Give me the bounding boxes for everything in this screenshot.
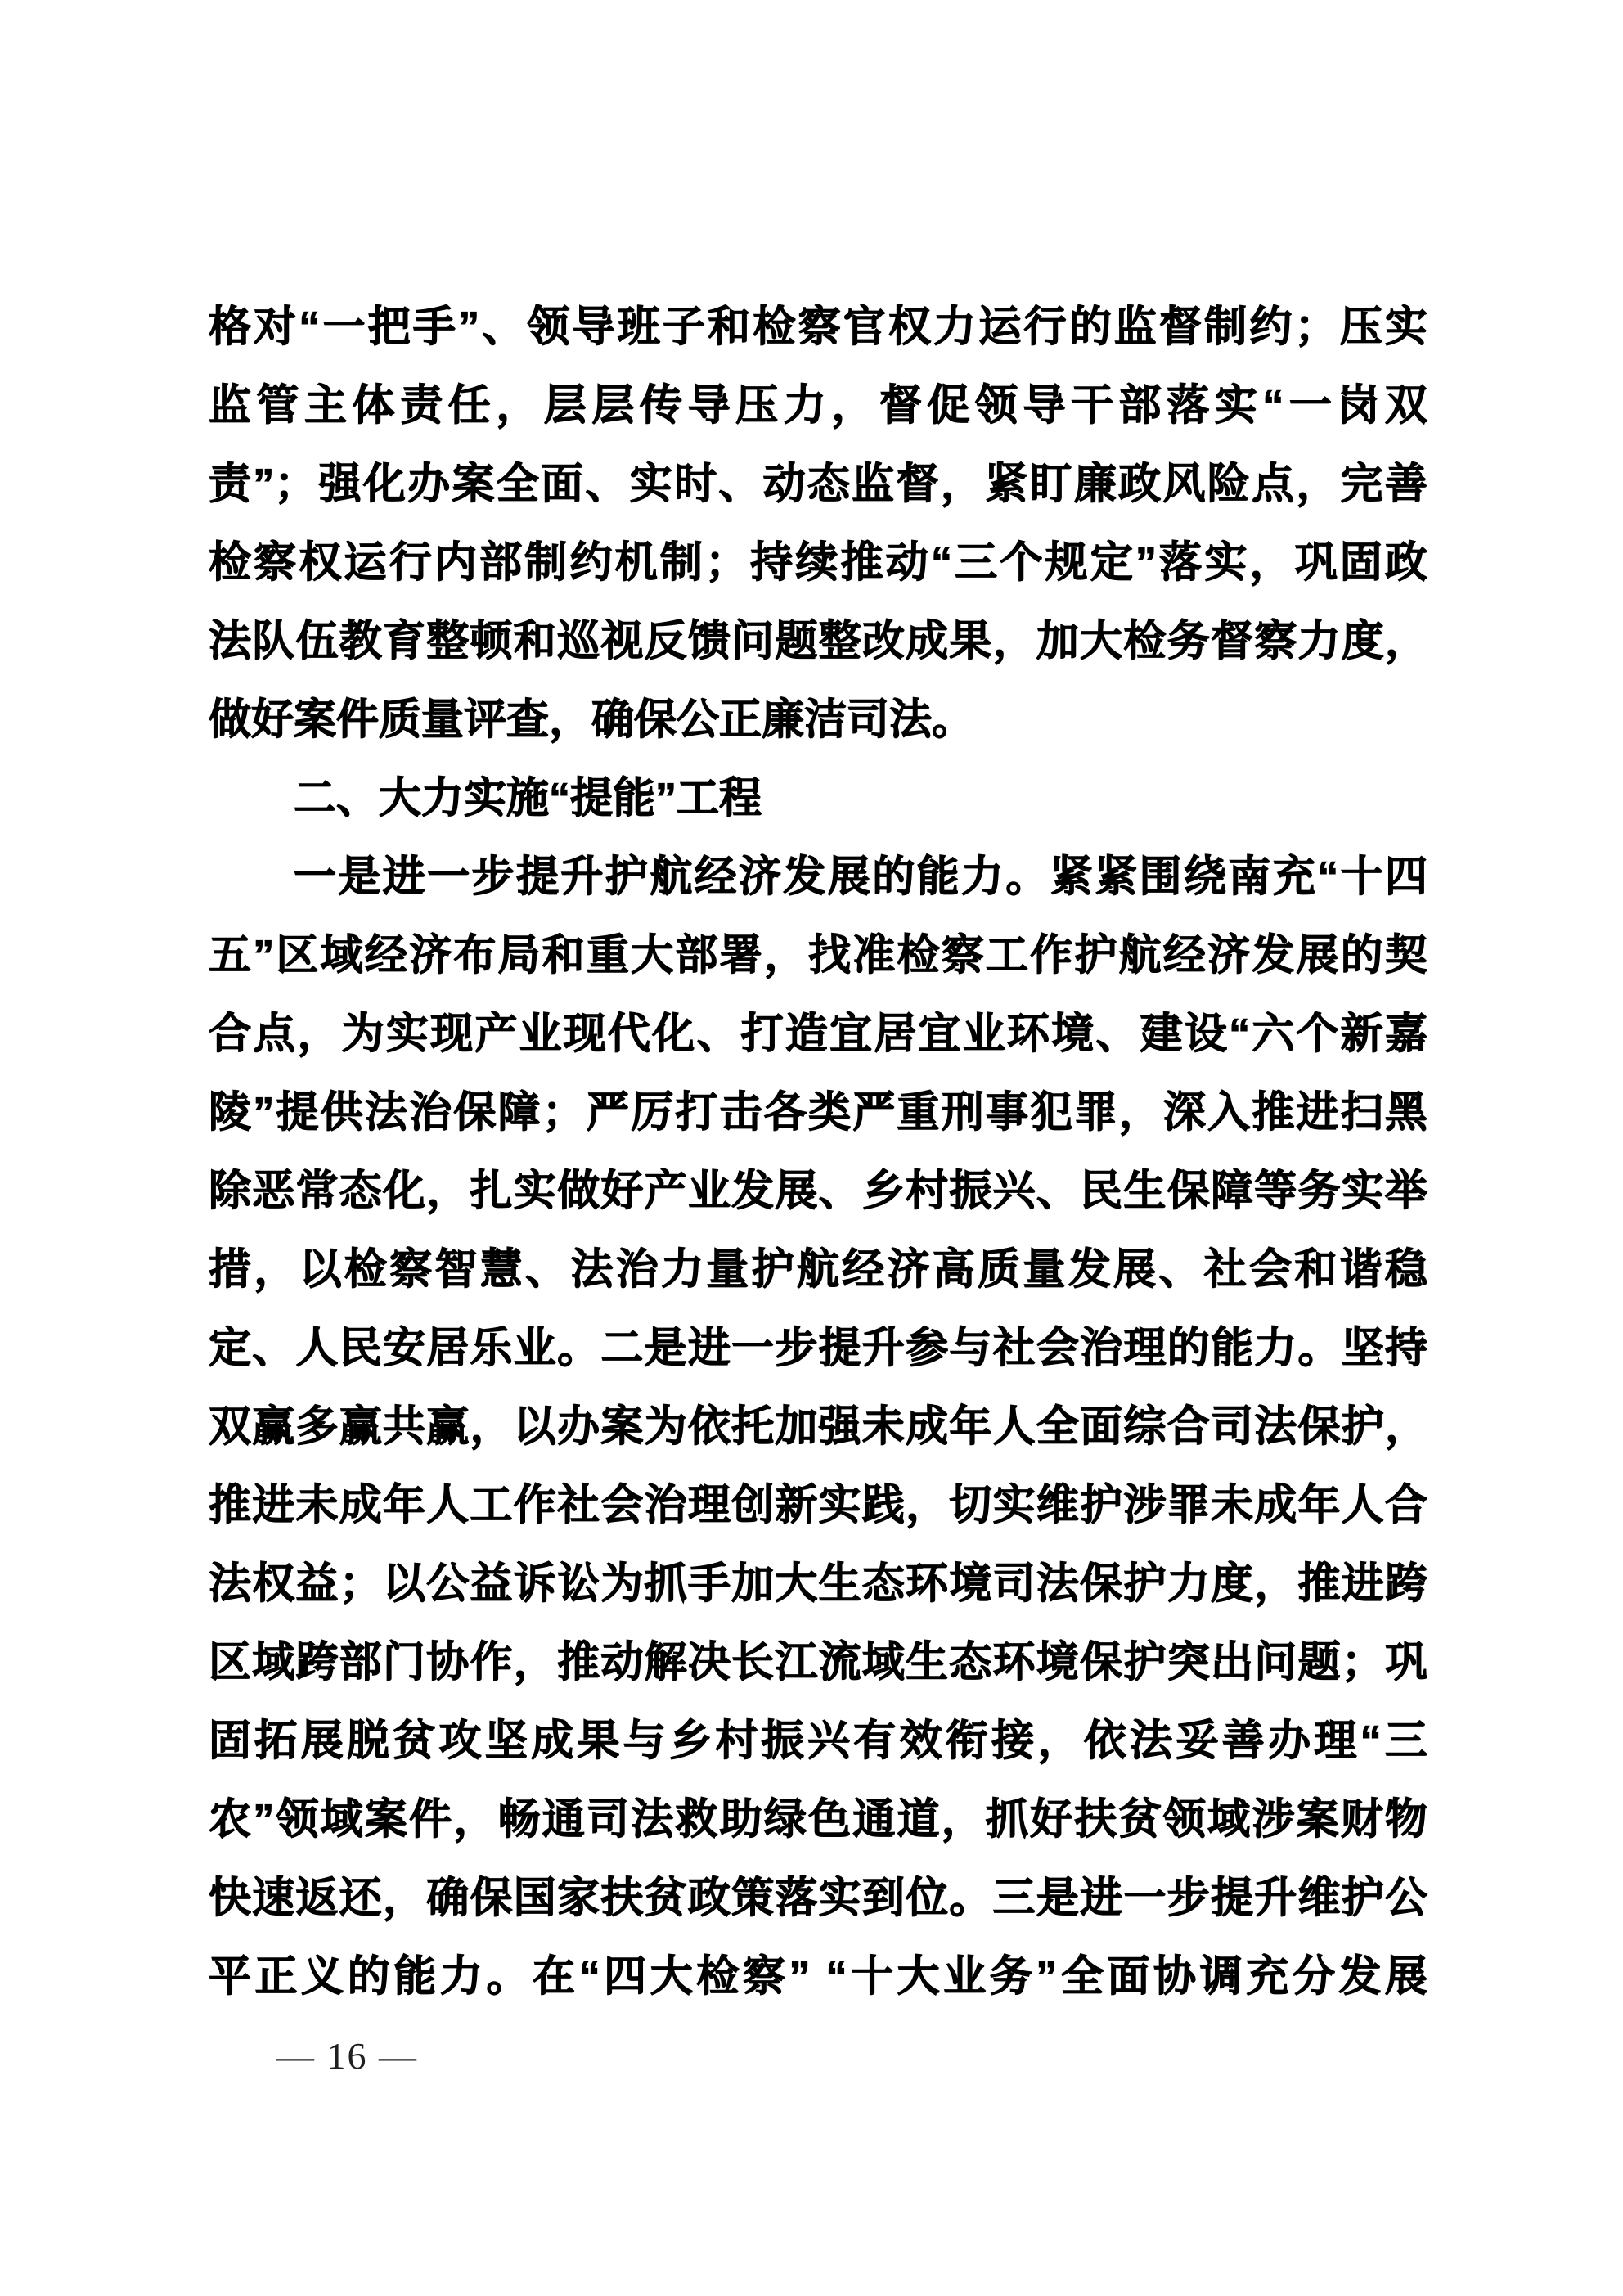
text-line: 陵”提供法治保障；严厉打击各类严重刑事犯罪，深入推进扫黑: [209, 1089, 1427, 1137]
text-line: 做好案件质量评查，确保公正廉洁司法。: [209, 696, 975, 744]
text-block: [209, 288, 1427, 2016]
text-line: 格对“一把手”、领导班子和检察官权力运行的监督制约；压实: [209, 304, 1427, 351]
page-number: — 16 —: [276, 2035, 418, 2077]
text-line: 农”领域案件，畅通司法救助绿色通道，抓好扶贫领域涉案财物: [209, 1796, 1427, 1844]
text-line: 固拓展脱贫攻坚成果与乡村振兴有效衔接，依法妥善办理“三: [209, 1717, 1427, 1765]
text-line: 法队伍教育整顿和巡视反馈问题整改成果，加大检务督察力度，: [209, 618, 1427, 665]
text-line: 合点，为实现产业现代化、打造宜居宜业环境、建设“六个新嘉: [209, 1011, 1427, 1058]
section-heading: 二、大力实施“提能”工程: [294, 775, 762, 822]
text-line: 法权益；以公益诉讼为抓手加大生态环境司法保护力度，推进跨: [209, 1560, 1427, 1608]
text-line: 平正义的能力。在“四大检察” “十大业务”全面协调充分发展: [209, 1953, 1427, 2001]
text-line: 双赢多赢共赢，以办案为依托加强未成年人全面综合司法保护，: [209, 1403, 1427, 1451]
text-line: 五”区域经济布局和重大部署，找准检察工作护航经济发展的契: [209, 932, 1427, 979]
text-line: 责”；强化办案全面、实时、动态监督，紧盯廉政风险点，完善: [209, 461, 1427, 508]
text-line: 快速返还，确保国家扶贫政策落实到位。三是进一步提升维护公: [209, 1875, 1427, 1922]
text-line: 一是进一步提升护航经济发展的能力。紧紧围绕南充“十四: [294, 853, 1427, 901]
text-line: 除恶常态化，扎实做好产业发展、乡村振兴、民生保障等务实举: [209, 1168, 1427, 1215]
text-line: 监管主体责任，层层传导压力，督促领导干部落实“一岗双: [209, 382, 1427, 430]
text-line: 定、人民安居乐业。二是进一步提升参与社会治理的能力。坚持: [209, 1325, 1427, 1372]
text-line: 措，以检察智慧、法治力量护航经济高质量发展、社会和谐稳: [209, 1246, 1427, 1294]
text-line: 区域跨部门协作，推动解决长江流域生态环境保护突出问题；巩: [209, 1639, 1427, 1686]
text-line: 推进未成年人工作社会治理创新实践，切实维护涉罪未成年人合: [209, 1482, 1427, 1529]
text-line: 检察权运行内部制约机制；持续推动“三个规定”落实，巩固政: [209, 539, 1427, 587]
